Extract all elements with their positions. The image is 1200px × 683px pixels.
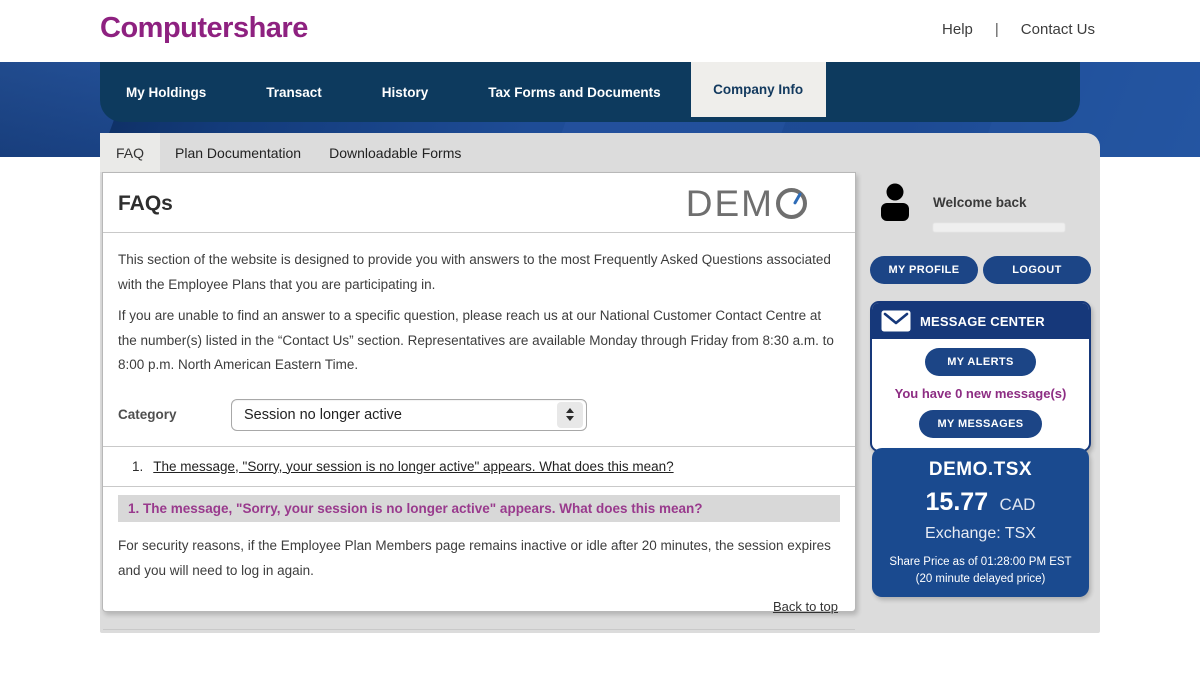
message-status-text: You have 0 new message(s) [894, 386, 1067, 401]
my-profile-button[interactable]: MY PROFILE [870, 256, 978, 284]
exchange-value: TSX [1004, 525, 1036, 542]
computershare-logo: Computershare [100, 12, 308, 44]
question-list-item [103, 447, 855, 486]
stock-currency: CAD [999, 495, 1036, 514]
demo-logo [686, 185, 807, 222]
subtabs [100, 133, 475, 172]
header-divider: | [994, 21, 999, 38]
help-link[interactable]: Help [942, 21, 973, 38]
category-select[interactable] [231, 399, 587, 431]
exchange-label: Exchange: [925, 525, 1001, 542]
category-label: Category [118, 407, 177, 422]
envelope-icon [881, 310, 911, 332]
stock-symbol: DEMO.TSX [928, 459, 1033, 480]
demo-gauge-icon [776, 188, 807, 219]
question-number: 1. [132, 458, 144, 474]
faq-panel [102, 172, 856, 612]
my-alerts-button[interactable]: MY ALERTS [925, 348, 1036, 376]
redacted-username [933, 223, 1065, 232]
message-center-title: MESSAGE CENTER [920, 313, 1045, 329]
stock-quote-panel [872, 448, 1089, 597]
nav-tab-history[interactable]: History [381, 84, 429, 100]
subtab-plan-documentation[interactable]: Plan Documentation [175, 144, 302, 161]
stock-asof-text: Share Price as of 01:28:00 PM EST [889, 556, 1072, 568]
nav-tab-tax-forms[interactable]: Tax Forms and Documents [488, 84, 661, 100]
nav-tab-my-holdings[interactable]: My Holdings [126, 84, 207, 100]
message-center-panel [870, 301, 1091, 452]
demo-logo-text: DEM [685, 183, 774, 224]
answer-header: 1. The message, "Sorry, your session is no longer active" appears. What does this mean? [118, 495, 840, 522]
profile-button-row [870, 256, 1091, 284]
main-navbar [100, 62, 1080, 122]
divider [103, 629, 855, 630]
category-select-value: Session no longer active [244, 406, 402, 423]
intro-paragraph-2: If you are unable to find an answer to a specific question, please reach us at our National Customer Contact Centre at the number(s) listed in the “Contact Us” section. Representatives are available Monday through Friday from 8:30 a.m. to 8:00 p.m. North American Eastern Time. [118, 308, 834, 372]
stock-price: 15.77 [925, 488, 989, 516]
content-card [100, 133, 1100, 633]
intro-paragraph-1: This section of the website is designed to provide you with answers to the most Frequently Asked Questions associated with the Employee Plans that you are participating in. [118, 252, 831, 292]
header-links [942, 21, 1095, 38]
back-to-top-row [120, 598, 838, 616]
nav-tab-company-info[interactable]: Company Info [691, 62, 826, 117]
page-title: FAQs [118, 191, 173, 215]
question-link[interactable]: The message, "Sorry, your session is no longer active" appears. What does this mean? [153, 458, 674, 474]
back-to-top-link[interactable]: Back to top [772, 598, 838, 614]
divider [103, 486, 855, 487]
contact-us-link[interactable]: Contact Us [1020, 21, 1095, 38]
select-stepper-icon [557, 402, 583, 428]
user-welcome-block [880, 183, 1065, 232]
stock-delay-text: (20 minute delayed price) [915, 573, 1046, 585]
subtab-faq[interactable]: FAQ [100, 133, 160, 172]
welcome-text: Welcome back [933, 195, 1027, 210]
welcome-wrap [933, 183, 1065, 232]
message-center-body [872, 339, 1089, 450]
user-avatar-icon [880, 183, 910, 223]
stock-price-row [872, 488, 1089, 517]
top-header [0, 0, 1200, 62]
logout-button[interactable]: LOGOUT [983, 256, 1091, 284]
nav-tab-transact[interactable]: Transact [266, 84, 322, 100]
my-messages-button[interactable]: MY MESSAGES [919, 410, 1041, 438]
category-row [118, 399, 840, 431]
faq-panel-header [103, 173, 855, 233]
message-center-header [872, 303, 1089, 339]
stock-exchange [872, 525, 1089, 543]
subtab-downloadable-forms[interactable]: Downloadable Forms [329, 144, 462, 161]
answer-text: For security reasons, if the Employee Plan Members page remains inactive or idle after 20 minutes, the session expires and you will need to log in again. [118, 537, 831, 578]
